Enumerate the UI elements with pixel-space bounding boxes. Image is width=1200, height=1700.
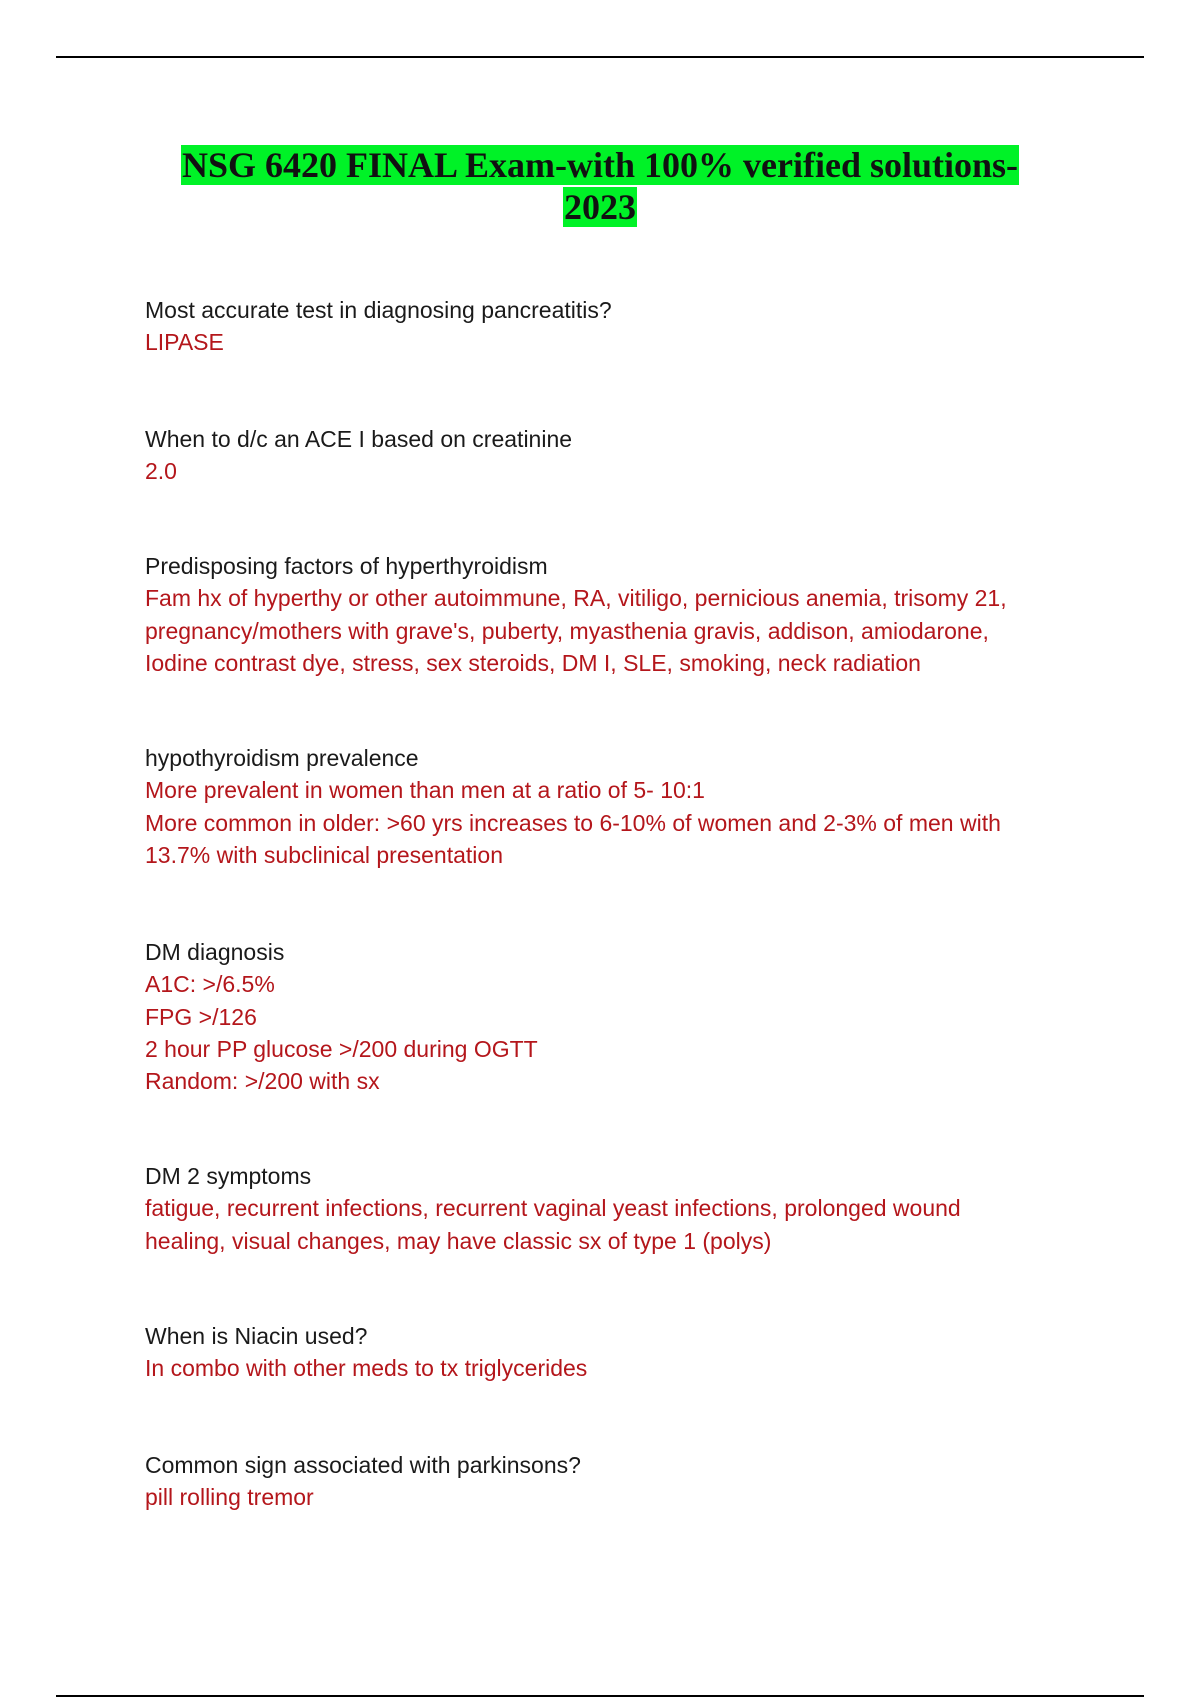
qa-item-niacin — [145, 1320, 1105, 1385]
qa-item-ace-inhibitor — [145, 423, 1105, 488]
answer-line: fatigue, recurrent infections, recurrent vaginal yeast infections, prolonged wound — [145, 1195, 961, 1222]
question: When to d/c an ACE I based on creatinine — [145, 426, 573, 452]
answer-line: More common in older: >60 yrs increases to 6-10% of women and 2-3% of men with — [145, 809, 1001, 836]
answer-line: A1C: >/6.5% — [145, 971, 275, 998]
qa-item-dm2-symptoms — [145, 1160, 1105, 1257]
answer-line: 13.7% with subclinical presentation — [145, 841, 503, 868]
document-title — [120, 144, 1080, 228]
answer-line: 2 hour PP glucose >/200 during OGTT — [145, 1035, 538, 1062]
question: Predisposing factors of hyperthyroidism — [145, 553, 548, 579]
qa-item-dm-diagnosis — [145, 936, 1105, 1097]
answer-line: healing, visual changes, may have classic sx of type 1 (polys) — [145, 1227, 772, 1254]
answer-line: More prevalent in women than men at a ratio of 5- 10:1 — [145, 777, 705, 804]
question: DM 2 symptoms — [145, 1163, 312, 1189]
answer-line: pill rolling tremor — [145, 1484, 314, 1511]
question: Most accurate test in diagnosing pancreatitis? — [145, 297, 612, 323]
title-line-2: 2023 — [564, 187, 636, 227]
qa-item-parkinsons — [145, 1449, 1105, 1514]
question: DM diagnosis — [145, 939, 285, 965]
answer-line: 2.0 — [145, 458, 177, 485]
answer-line: Fam hx of hyperthy or other autoimmune, RA, vitiligo, pernicious anemia, trisomy 21, — [145, 585, 1007, 612]
qa-item-hypothyroidism — [145, 742, 1105, 871]
question: hypothyroidism prevalence — [145, 745, 419, 771]
answer-line: Random: >/200 with sx — [145, 1068, 380, 1095]
answer-line: In combo with other meds to tx triglycerides — [145, 1355, 588, 1382]
question: When is Niacin used? — [145, 1323, 368, 1349]
top-rule — [56, 56, 1144, 58]
bottom-rule — [56, 1695, 1144, 1697]
answer-line: Iodine contrast dye, stress, sex steroids, DM I, SLE, smoking, neck radiation — [145, 649, 921, 676]
answer-line: pregnancy/mothers with grave's, puberty, myasthenia gravis, addison, amiodarone, — [145, 617, 989, 644]
qa-item-hyperthyroidism — [145, 550, 1105, 679]
answer-line: FPG >/126 — [145, 1003, 257, 1030]
answer-line: LIPASE — [145, 329, 224, 356]
title-line-1: NSG 6420 FINAL Exam-with 100% verified solutions- — [181, 145, 1019, 185]
question: Common sign associated with parkinsons? — [145, 1452, 581, 1478]
qa-item-pancreatitis — [145, 294, 1105, 359]
